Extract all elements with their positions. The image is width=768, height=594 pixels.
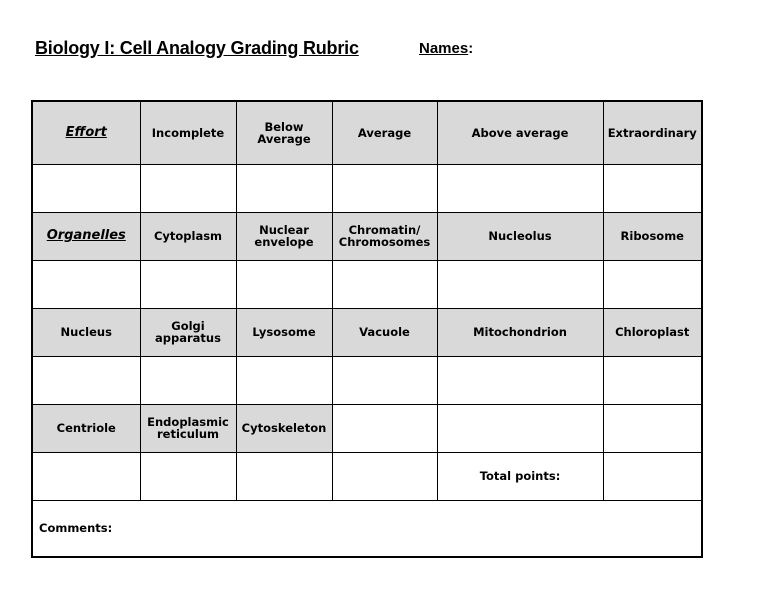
effort-category-label: Effort [32,101,140,164]
organelle-mitochondrion: Mitochondrion [437,308,603,356]
total-points-label: Total points: [437,452,603,500]
names-label [419,40,473,57]
effort-level-average: Average [332,101,437,164]
organelle-chloroplast: Chloroplast [603,308,702,356]
empty-cell [332,404,437,452]
score-cell[interactable] [32,452,140,500]
organelle-cytoplasm: Cytoplasm [140,212,236,260]
score-cell[interactable] [140,260,236,308]
organelle-golgi: Golgi apparatus [140,308,236,356]
score-cell[interactable] [332,260,437,308]
organelles-score-row-1 [32,260,702,308]
organelle-ribosome: Ribosome [603,212,702,260]
names-label-text: Names [419,40,469,57]
effort-level-above-average: Above average [437,101,603,164]
score-cell[interactable] [140,356,236,404]
score-cell[interactable] [332,356,437,404]
score-cell[interactable] [32,164,140,212]
organelles-header-row-2 [32,308,702,356]
organelle-nuclear-envelope: Nuclear envelope [236,212,332,260]
organelle-cytoskeleton: Cytoskeleton [236,404,332,452]
total-points-cell[interactable] [603,452,702,500]
empty-cell [437,404,603,452]
score-cell[interactable] [140,164,236,212]
score-cell[interactable] [332,452,437,500]
effort-level-below-average: Below Average [236,101,332,164]
organelle-vacuole: Vacuole [332,308,437,356]
empty-cell [603,404,702,452]
score-cell[interactable] [603,356,702,404]
score-cell[interactable] [236,260,332,308]
organelles-category-label: Organelles [32,212,140,260]
organelle-lysosome: Lysosome [236,308,332,356]
effort-header-row [32,101,702,164]
score-cell[interactable] [236,452,332,500]
organelle-chromatin: Chromatin/ Chromosomes [332,212,437,260]
effort-score-row [32,164,702,212]
score-cell[interactable] [32,260,140,308]
organelles-header-row [32,212,702,260]
score-cell[interactable] [437,356,603,404]
score-cell[interactable] [437,260,603,308]
grading-rubric-table [31,100,703,558]
organelles-score-row-3 [32,452,702,500]
score-cell[interactable] [332,164,437,212]
comments-label[interactable]: Comments: [32,500,702,557]
organelle-nucleolus: Nucleolus [437,212,603,260]
names-colon: : [468,40,474,57]
page-title: Biology I: Cell Analogy Grading Rubric [35,38,359,58]
comments-row [32,500,702,557]
score-cell[interactable] [236,356,332,404]
organelles-score-row-2 [32,356,702,404]
organelle-er: Endoplasmic reticulum [140,404,236,452]
score-cell[interactable] [437,164,603,212]
organelles-header-row-3 [32,404,702,452]
score-cell[interactable] [603,164,702,212]
organelle-nucleus: Nucleus [32,308,140,356]
organelle-centriole: Centriole [32,404,140,452]
score-cell[interactable] [32,356,140,404]
score-cell[interactable] [236,164,332,212]
score-cell[interactable] [140,452,236,500]
effort-level-incomplete: Incomplete [140,101,236,164]
score-cell[interactable] [603,260,702,308]
effort-level-extraordinary: Extraordinary [603,101,702,164]
